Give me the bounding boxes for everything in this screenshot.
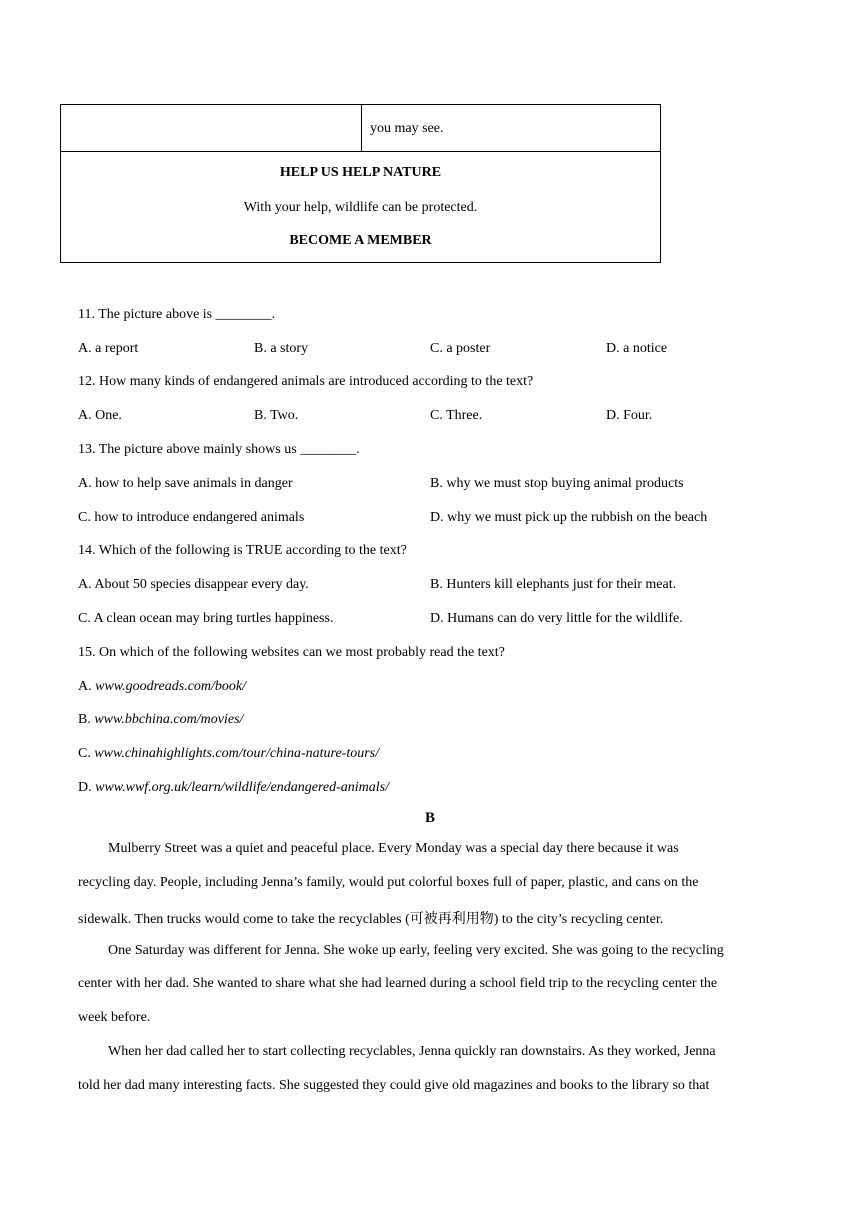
q11-option-a: A. a report [78,341,139,356]
poster-subtitle: With your help, wildlife can be protected. [243,200,478,215]
question-12-stem: 12. How many kinds of endangered animals are introduced according to the text? [78,374,534,389]
q14-option-c: C. A clean ocean may bring turtles happiness. [78,611,334,626]
passage-line: recycling day. People, including Jenna’s family, would put colorful boxes full of paper, plastic, and cans on the [78,875,699,890]
question-11-stem: 11. The picture above is ________. [78,307,276,322]
passage-line: One Saturday was different for Jenna. She woke up early, feeling very excited. She was going to the recycling [108,943,724,958]
q15-option-c-url: www.chinahighlights.com/tour/china-nature-tours/ [94,746,380,761]
passage-line: When her dad called her to start collecting recyclables, Jenna quickly ran downstairs. As they worked, Jenna [108,1044,716,1059]
q13-option-d: D. why we must pick up the rubbish on the beach [430,510,708,525]
question-14-stem: 14. Which of the following is TRUE according to the text? [78,543,407,558]
q13-option-a: A. how to help save animals in danger [78,476,293,491]
q12-option-d: D. Four. [606,408,653,423]
poster-table [60,104,661,263]
poster-top-right-text: you may see. [370,121,444,136]
q14-option-d: D. Humans can do very little for the wildlife. [430,611,683,626]
q11-option-c: C. a poster [430,341,491,356]
q15-option-d [78,780,389,796]
section-b-heading: B [424,810,435,826]
q15-option-c [78,746,379,762]
q15-option-b-letter: B. [78,712,95,727]
poster-empty-cell [61,105,362,151]
passage-line: center with her dad. She wanted to share what she had learned during a school field trip to the recycling center the [78,976,718,991]
passage-line: sidewalk. Then trucks would come to take the recyclables (可被再利用物) to the city’s recycling center. [78,912,664,927]
q14-option-a: A. About 50 species disappear every day. [78,577,309,592]
passage-line: week before. [78,1010,151,1025]
q15-option-b [78,712,243,728]
poster-cta: BECOME A MEMBER [289,233,432,248]
q15-option-d-letter: D. [78,780,96,795]
poster-top-row [61,105,660,152]
q15-option-a-letter: A. [78,679,96,694]
passage-line: told her dad many interesting facts. She suggested they could give old magazines and books to the library so that [78,1078,710,1093]
question-15-stem: 15. On which of the following websites can we most probably read the text? [78,645,505,660]
q12-option-c: C. Three. [430,408,483,423]
q15-option-b-url: www.bbchina.com/movies/ [94,712,244,727]
q11-option-b: B. a story [254,341,309,356]
q15-option-a-url: www.goodreads.com/book/ [95,679,247,694]
poster-title: HELP US HELP NATURE [279,165,442,180]
q12-option-b: B. Two. [254,408,299,423]
q13-option-b: B. why we must stop buying animal products [430,476,684,491]
q15-option-d-url: www.wwf.org.uk/learn/wildlife/endangered-animals/ [95,780,389,795]
passage-line: Mulberry Street was a quiet and peaceful place. Every Monday was a special day there because it was [108,841,679,856]
question-13-stem: 13. The picture above mainly shows us ________. [78,442,360,457]
q13-option-c: C. how to introduce endangered animals [78,510,305,525]
q11-option-d: D. a notice [606,341,668,356]
q14-option-b: B. Hunters kill elephants just for their meat. [430,577,677,592]
q12-option-a: A. One. [78,408,122,423]
q15-option-a [78,679,246,695]
q15-option-c-letter: C. [78,746,95,761]
